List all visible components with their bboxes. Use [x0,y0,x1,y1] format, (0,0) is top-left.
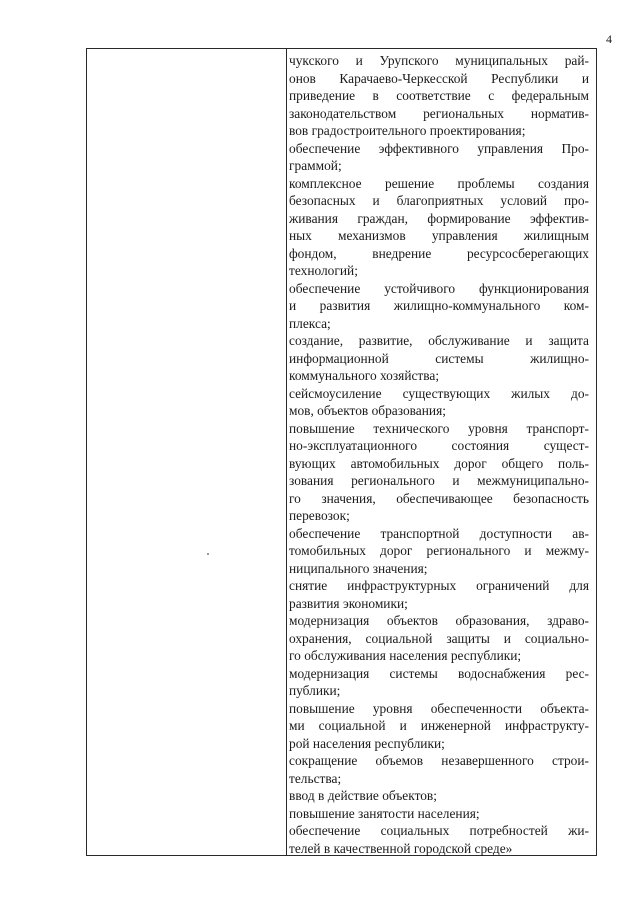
text-line: сейсмоусиление существующих жилых до- [289,385,589,401]
text-line: ниципального значения; [289,560,428,576]
text-line: повышение уровня обеспеченности объекта- [289,700,589,716]
text-line: томобильных дорог регионального и межму- [289,543,589,558]
text-line: обеспечение эффективного управления Про- [289,140,589,156]
text-line: комплексное решение проблемы создания [289,175,589,191]
text-line: сокращение объемов незавершенного строи- [289,753,589,768]
scan-speck [207,553,209,555]
text-line: тельства; [289,770,342,786]
text-line: охранения, социальной защиты и социально- [289,630,589,646]
text-line: безопасных и благоприятных условий про- [289,193,589,208]
text-line: телей в качественной городской среде» [289,840,513,856]
text-line: го значения, обеспечивающее безопасность [289,490,589,506]
text-line: го обслуживания населения республики; [289,648,522,663]
text-line: ми социальной и инженерной инфраструкту- [289,718,589,733]
table [86,48,597,856]
text-line: публики; [289,683,341,698]
column-divider [286,49,287,855]
text-line: обеспечение устойчивого функционирования [289,280,589,296]
text-line: и развития жилищно-коммунального ком- [289,298,589,313]
text-line: модернизация системы водоснабжения рес- [289,665,589,681]
text-line: живания граждан, формирование эффектив- [289,210,589,226]
text-line: обеспечение транспортной доступности ав- [289,525,589,541]
text-line: но-эксплуатационного состояния сущест- [289,438,589,453]
text-line: фондом, внедрение ресурсосберегающих [289,245,589,261]
text-line: создание, развитие, обслуживание и защита [289,333,589,348]
text-line: приведение в соответствие с федеральным [289,88,589,103]
text-line: ввод в действие объектов; [289,788,437,803]
text-line: повышение технического уровня транспорт- [289,420,589,436]
text-line: чукского и Урупского муниципальных рай- [289,53,589,68]
page-number: 4 [606,32,612,46]
text-cell [289,52,589,857]
text-line: коммунального хозяйства; [289,368,440,383]
text-line: ных механизмов управления жилищным [289,228,589,243]
text-line: технологий; [289,263,358,278]
text-line: повышение занятости населения; [289,805,480,821]
text-line: законодательством региональных норматив- [289,105,589,121]
text-line: модернизация объектов образования, здраво- [289,613,589,628]
text-line: рой населения республики; [289,735,445,751]
text-line: граммой; [289,158,342,173]
text-line: развития экономики; [289,595,408,611]
text-line: перевозок; [289,508,350,523]
text-line: информационной системы жилищно- [289,350,589,366]
text-line: плекса; [289,315,331,331]
text-line: вов градостроительного проектирования; [289,123,526,138]
text-line: обеспечение социальных потребностей жи- [289,823,589,838]
text-line: вующих автомобильных дорог общего поль- [289,455,589,471]
text-line: снятие инфраструктурных ограничений для [289,578,589,593]
text-line: мов, объектов образования; [289,403,446,418]
text-line: зования регионального и межмуниципально- [289,473,589,488]
text-line: онов Карачаево-Черкесской Республики и [289,70,589,86]
